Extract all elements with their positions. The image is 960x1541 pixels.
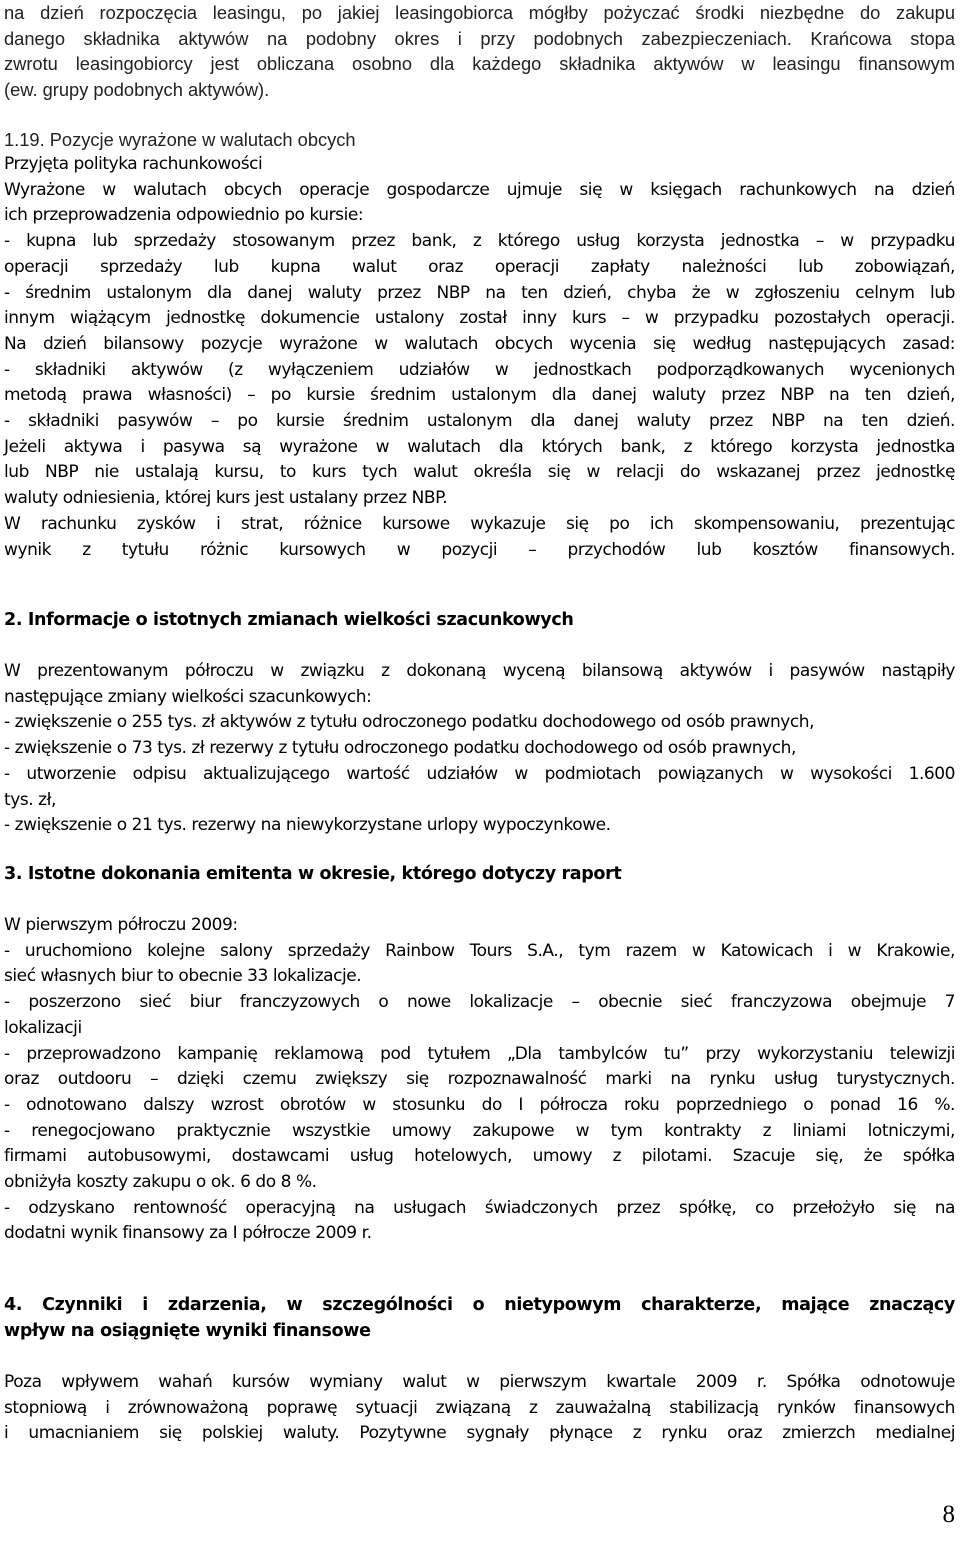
list-item: sieć własnych biur to obecnie 33 lokalizacje. — [4, 966, 362, 987]
list-item: tys. zł, — [4, 789, 56, 810]
section-title: 1.19. Pozycje wyrażone w walutach obcych — [4, 129, 356, 150]
paragraph-line: wynik z tytułu różnic kursowych w pozycji – przychodów lub kosztów finansowych. — [4, 539, 955, 560]
leasing-paragraph — [4, 0, 955, 102]
section-2-heading — [4, 608, 955, 634]
section-2-body — [4, 659, 955, 839]
section-title: 2. Informacje o istotnych zmianach wielkości szacunkowych — [4, 610, 574, 630]
paragraph-line: stopniową i zrównoważoną poprawę sytuacji związaną z zauważalną stabilizacją rynków finansowych — [4, 1397, 955, 1418]
list-item: firmami autobusowymi, dostawcami usług hotelowych, umowy z pilotami. Szacuje się, że spółka — [4, 1146, 955, 1167]
section-3-heading — [4, 862, 955, 888]
paragraph-line: W pierwszym półroczu 2009: — [4, 915, 238, 935]
list-item: lokalizacji — [4, 1017, 82, 1038]
list-item: - zwiększenie o 73 tys. zł rezerwy z tytułu odroczonego podatku dochodowego od osób prawnych, — [4, 738, 796, 759]
paragraph-line: - kupna lub sprzedaży stosowanym przez bank, z którego usług korzysta jednostka – w przypadku — [4, 231, 955, 252]
section-title: 3. Istotne dokonania emitenta w okresie, którego dotyczy raport — [4, 864, 622, 884]
paragraph-line: ich przeprowadzenia odpowiednio po kursie: — [4, 205, 364, 226]
paragraph-line: operacji sprzedaży lub kupna walut oraz operacji zapłaty należności lub zobowiązań, — [4, 256, 955, 277]
paragraph-line: Jeżeli aktywa i pasywa są wyrażone w walutach dla których bank, z którego korzysta jednostka — [4, 436, 955, 457]
paragraph-line: - składniki aktywów (z wyłączeniem udziałów w jednostkach podporządkowanych wycenionych — [4, 359, 955, 380]
section-title: 4. Czynniki i zdarzenia, w szczególności o nietypowym charakterze, mające znaczący — [4, 1295, 955, 1315]
section-3-body — [4, 913, 955, 1247]
list-item: oraz outdooru – dzięki czemu zwiększy się rozpoznawalność marki na rynku usług turystycznych. — [4, 1069, 955, 1090]
section-1-19-body — [4, 152, 955, 563]
list-item: dodatni wynik finansowy za I półrocze 2009 r. — [4, 1223, 372, 1244]
list-item: obniżyła koszty zakupu o ok. 6 do 8 %. — [4, 1172, 317, 1193]
paragraph-line: na dzień rozpoczęcia leasingu, po jakiej leasingobiorca mógłby pożyczać środki niezbędne do zakupu — [4, 2, 955, 23]
paragraph-line: - składniki pasywów – po kursie średnim ustalonym dla danej waluty przez NBP na ten dzień. — [4, 411, 955, 432]
list-item: - odnotowano dalszy wzrost obrotów w stosunku do I półrocza roku poprzedniego o ponad 16 %. — [4, 1094, 955, 1115]
paragraph-line: Wyrażone w walutach obcych operacje gospodarcze ujmuje się w księgach rachunkowych na dzień — [4, 179, 955, 200]
list-item: - renegocjowano praktycznie wszystkie umowy zakupowe w tym kontrakty z liniami lotniczymi, — [4, 1120, 955, 1141]
list-item: - utworzenie odpisu aktualizującego wartość udziałów w podmiotach powiązanych w wysokości 1.600 — [4, 763, 955, 784]
paragraph-line: (ew. grupy podobnych aktywów). — [4, 78, 270, 100]
page-number: 8 — [942, 1501, 955, 1528]
paragraph-line: Na dzień bilansowy pozycje wyrażone w walutach obcych wycenia się według następujących zasad: — [4, 333, 955, 354]
paragraph-line: - średnim ustalonym dla danej waluty przez NBP na ten dzień, chyba że w zgłoszeniu celnym lub — [4, 282, 955, 303]
paragraph-line: lub NBP nie ustalają kursu, to kurs tych walut określa się w relacji do wskazanej przez jednostkę — [4, 462, 955, 483]
list-item: - zwiększenie o 21 tys. rezerwy na niewykorzystane urlopy wypoczynkowe. — [4, 815, 611, 836]
paragraph-line: innym wiążącym jednostkę dokumencie ustalony został inny kurs – w przypadku pozostałych operacji. — [4, 308, 955, 329]
section-1-19-title — [4, 127, 955, 153]
paragraph-line: następujące zmiany wielkości szacunkowych: — [4, 686, 372, 707]
paragraph-line: Przyjęta polityka rachunkowości — [4, 154, 263, 174]
paragraph-line: zwrotu leasingobiorcy jest obliczana osobno dla każdego składnika aktywów w leasingu finansowym — [4, 53, 955, 75]
paragraph-line: i umacnianiem się polskiej waluty. Pozytywne sygnały płynące z rynku oraz zmierzch medialnej — [4, 1423, 955, 1444]
section-4-body — [4, 1370, 955, 1447]
paragraph-line: danego składnika aktywów na podobny okres i przy podobnych zabezpieczeniach. Krańcowa stopa — [4, 27, 955, 49]
paragraph-line: waluty odniesienia, której kurs jest ustalany przez NBP. — [4, 488, 448, 509]
paragraph-line: metodą prawa własności) – po kursie średnim ustalonym dla danej waluty przez NBP na ten dzień, — [4, 385, 955, 406]
paragraph-line: W rachunku zysków i strat, różnice kursowe wykazuje się po ich skompensowaniu, prezentując — [4, 513, 955, 534]
list-item: - poszerzono sieć biur franczyzowych o nowe lokalizacje – obecnie sieć franczyzowa obejmuje 7 — [4, 992, 955, 1013]
paragraph-line: Poza wpływem wahań kursów wymiany walut w pierwszym kwartale 2009 r. Spółka odnotowuje — [4, 1372, 955, 1392]
section-4-heading — [4, 1293, 955, 1344]
paragraph-line: W prezentowanym półroczu w związku z dokonaną wyceną bilansową aktywów i pasywów nastąpiły — [4, 661, 955, 681]
list-item: - uruchomiono kolejne salony sprzedaży Rainbow Tours S.A., tym razem w Katowicach i w Krakowie, — [4, 940, 955, 961]
list-item: - zwiększenie o 255 tys. zł aktywów z tytułu odroczonego podatku dochodowego od osób prawnych, — [4, 712, 815, 733]
list-item: - przeprowadzono kampanię reklamową pod tytułem „Dla tambylców tu” przy wykorzystaniu telewizji — [4, 1043, 955, 1064]
section-title: wpływ na osiągnięte wyniki finansowe — [4, 1320, 371, 1341]
list-item: - odzyskano rentowność operacyjną na usługach świadczonych przez spółkę, co przełożyło się na — [4, 1197, 955, 1218]
